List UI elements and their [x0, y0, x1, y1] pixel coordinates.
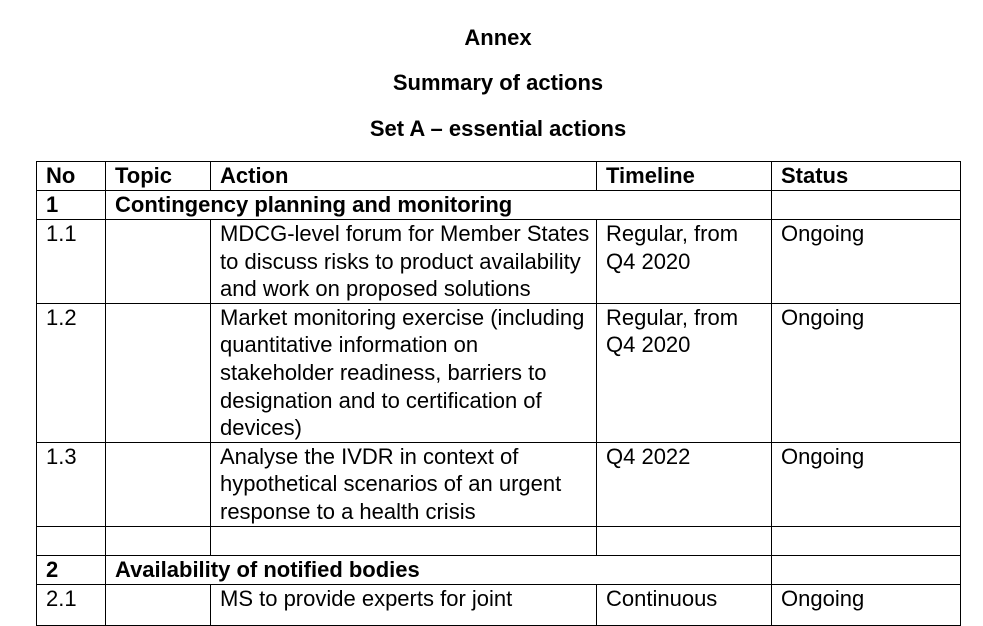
- row-status: Ongoing: [772, 303, 961, 442]
- row-timeline: Q4 2022: [597, 442, 772, 526]
- column-header-timeline: Timeline: [597, 162, 772, 191]
- blank-cell: [211, 526, 597, 555]
- row-number: 1.3: [37, 442, 106, 526]
- set-heading: Set A – essential actions: [369, 116, 627, 141]
- table-row: [37, 303, 961, 442]
- row-number: 2.1: [37, 584, 106, 625]
- row-timeline: Regular, from Q4 2020: [597, 303, 772, 442]
- row-topic: [106, 442, 211, 526]
- blank-cell: [772, 526, 961, 555]
- row-topic: [106, 584, 211, 625]
- section-title: Availability of notified bodies: [106, 555, 772, 584]
- blank-cell: [597, 526, 772, 555]
- blank-cell: [106, 526, 211, 555]
- table-row: [37, 220, 961, 304]
- row-timeline: Regular, from Q4 2020: [597, 220, 772, 304]
- row-action: Analyse the IVDR in context of hypothetical scenarios of an urgent response to a health crisis: [211, 442, 597, 526]
- column-header-topic: Topic: [106, 162, 211, 191]
- table-row: [37, 442, 961, 526]
- section-title: Contingency planning and monitoring: [106, 191, 772, 220]
- section-number: 2: [37, 555, 106, 584]
- column-header-action: Action: [211, 162, 597, 191]
- table-header-row: [37, 162, 961, 191]
- blank-cell: [37, 526, 106, 555]
- section-status-empty: [772, 191, 961, 220]
- row-status: Ongoing: [772, 584, 961, 625]
- row-timeline: Continuous: [597, 584, 772, 625]
- row-topic: [106, 220, 211, 304]
- summary-heading: Summary of actions: [392, 70, 604, 95]
- column-header-status: Status: [772, 162, 961, 191]
- annex-heading: Annex: [464, 25, 532, 50]
- row-action: MDCG-level forum for Member States to discuss risks to product availability and work on proposed solutions: [211, 220, 597, 304]
- column-header-no: No: [37, 162, 106, 191]
- row-status: Ongoing: [772, 220, 961, 304]
- row-number: 1.2: [37, 303, 106, 442]
- row-action: Market monitoring exercise (including quantitative information on stakeholder readiness, barriers to designation and to certification of devices): [211, 303, 597, 442]
- row-topic: [106, 303, 211, 442]
- blank-row: [37, 526, 961, 555]
- row-action: MS to provide experts for joint: [211, 584, 597, 625]
- table-row: [37, 584, 961, 625]
- section-row: [37, 555, 961, 584]
- section-number: 1: [37, 191, 106, 220]
- row-number: 1.1: [37, 220, 106, 304]
- section-row: [37, 191, 961, 220]
- actions-table: [36, 161, 961, 626]
- section-status-empty: [772, 555, 961, 584]
- row-status: Ongoing: [772, 442, 961, 526]
